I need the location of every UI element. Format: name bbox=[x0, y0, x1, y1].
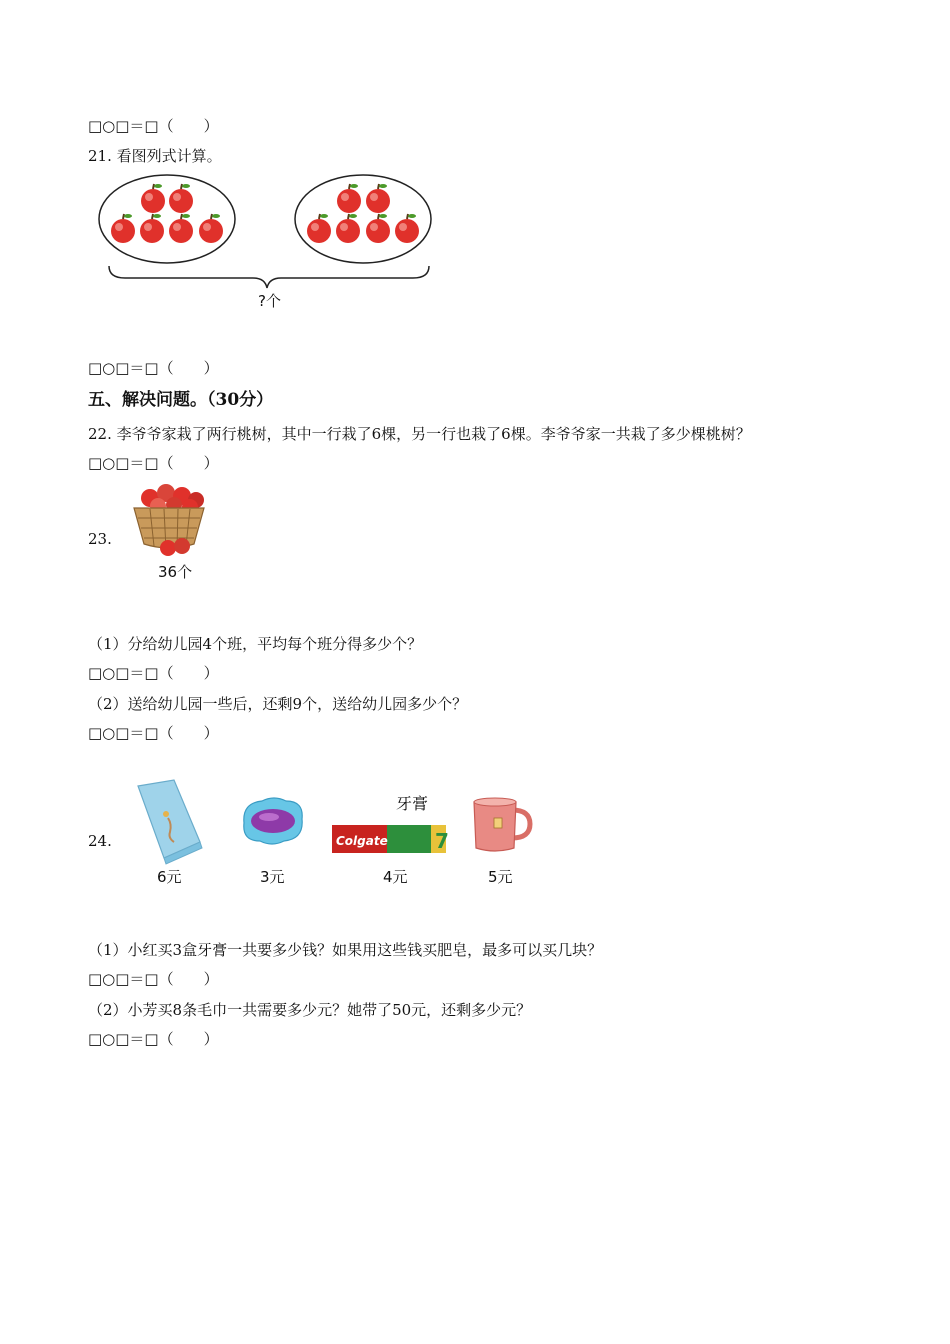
left-oval bbox=[99, 175, 235, 263]
svg-text:7: 7 bbox=[435, 829, 449, 853]
toothpaste-label: 牙膏 bbox=[396, 794, 429, 813]
equation-line: □○□＝□（ ） bbox=[88, 970, 219, 988]
brace bbox=[109, 266, 429, 288]
mug-icon bbox=[470, 796, 534, 854]
left-apple-group bbox=[99, 175, 235, 263]
soap-price: 3元 bbox=[260, 868, 285, 886]
towel-price: 6元 bbox=[157, 868, 182, 886]
equation-line: □○□＝□（ ） bbox=[88, 454, 219, 472]
towel-icon bbox=[130, 778, 205, 864]
right-apple-group bbox=[295, 175, 431, 263]
brace-label: ?个 bbox=[258, 292, 281, 310]
section-heading: 五、解决问题。（30分） bbox=[88, 390, 274, 410]
q22-text: 22. 李爷爷家栽了两行桃树，其中一行栽了6棵，另一行也栽了6棵。李爷爷家一共栽了多少棵桃树？ bbox=[88, 425, 751, 443]
q23-sub1: （1）分给幼儿园4个班，平均每个班分得多少个？ bbox=[88, 635, 423, 653]
basket-label: 36个 bbox=[158, 563, 193, 581]
equation-line: □○□＝□（ ） bbox=[88, 664, 219, 682]
toothpaste-price: 4元 bbox=[383, 868, 408, 886]
toothpaste-brand: Colgate bbox=[336, 834, 388, 848]
right-oval bbox=[295, 175, 431, 263]
equation-line: □○□＝□（ ） bbox=[88, 117, 219, 135]
q24-sub1: （1）小红买3盒牙膏一共要多少钱？如果用这些钱买肥皂，最多可以买几块？ bbox=[88, 941, 603, 959]
q21-title: 21. 看图列式计算。 bbox=[88, 147, 222, 165]
toothpaste-icon bbox=[331, 823, 447, 855]
q23-sub2: （2）送给幼儿园一些后，还剩9个，送给幼儿园多少个？ bbox=[88, 695, 468, 713]
mug-price: 5元 bbox=[488, 868, 513, 886]
q23-number: 23. bbox=[88, 530, 112, 548]
equation-line: □○□＝□（ ） bbox=[88, 359, 219, 377]
q24-number: 24. bbox=[88, 832, 112, 850]
equation-line: □○□＝□（ ） bbox=[88, 724, 219, 742]
soap-icon bbox=[238, 793, 308, 849]
apple-basket-icon bbox=[128, 482, 210, 560]
equation-line: □○□＝□（ ） bbox=[88, 1030, 219, 1048]
q24-sub2: （2）小芳买8条毛巾一共需要多少元？她带了50元，还剩多少元？ bbox=[88, 1001, 532, 1019]
